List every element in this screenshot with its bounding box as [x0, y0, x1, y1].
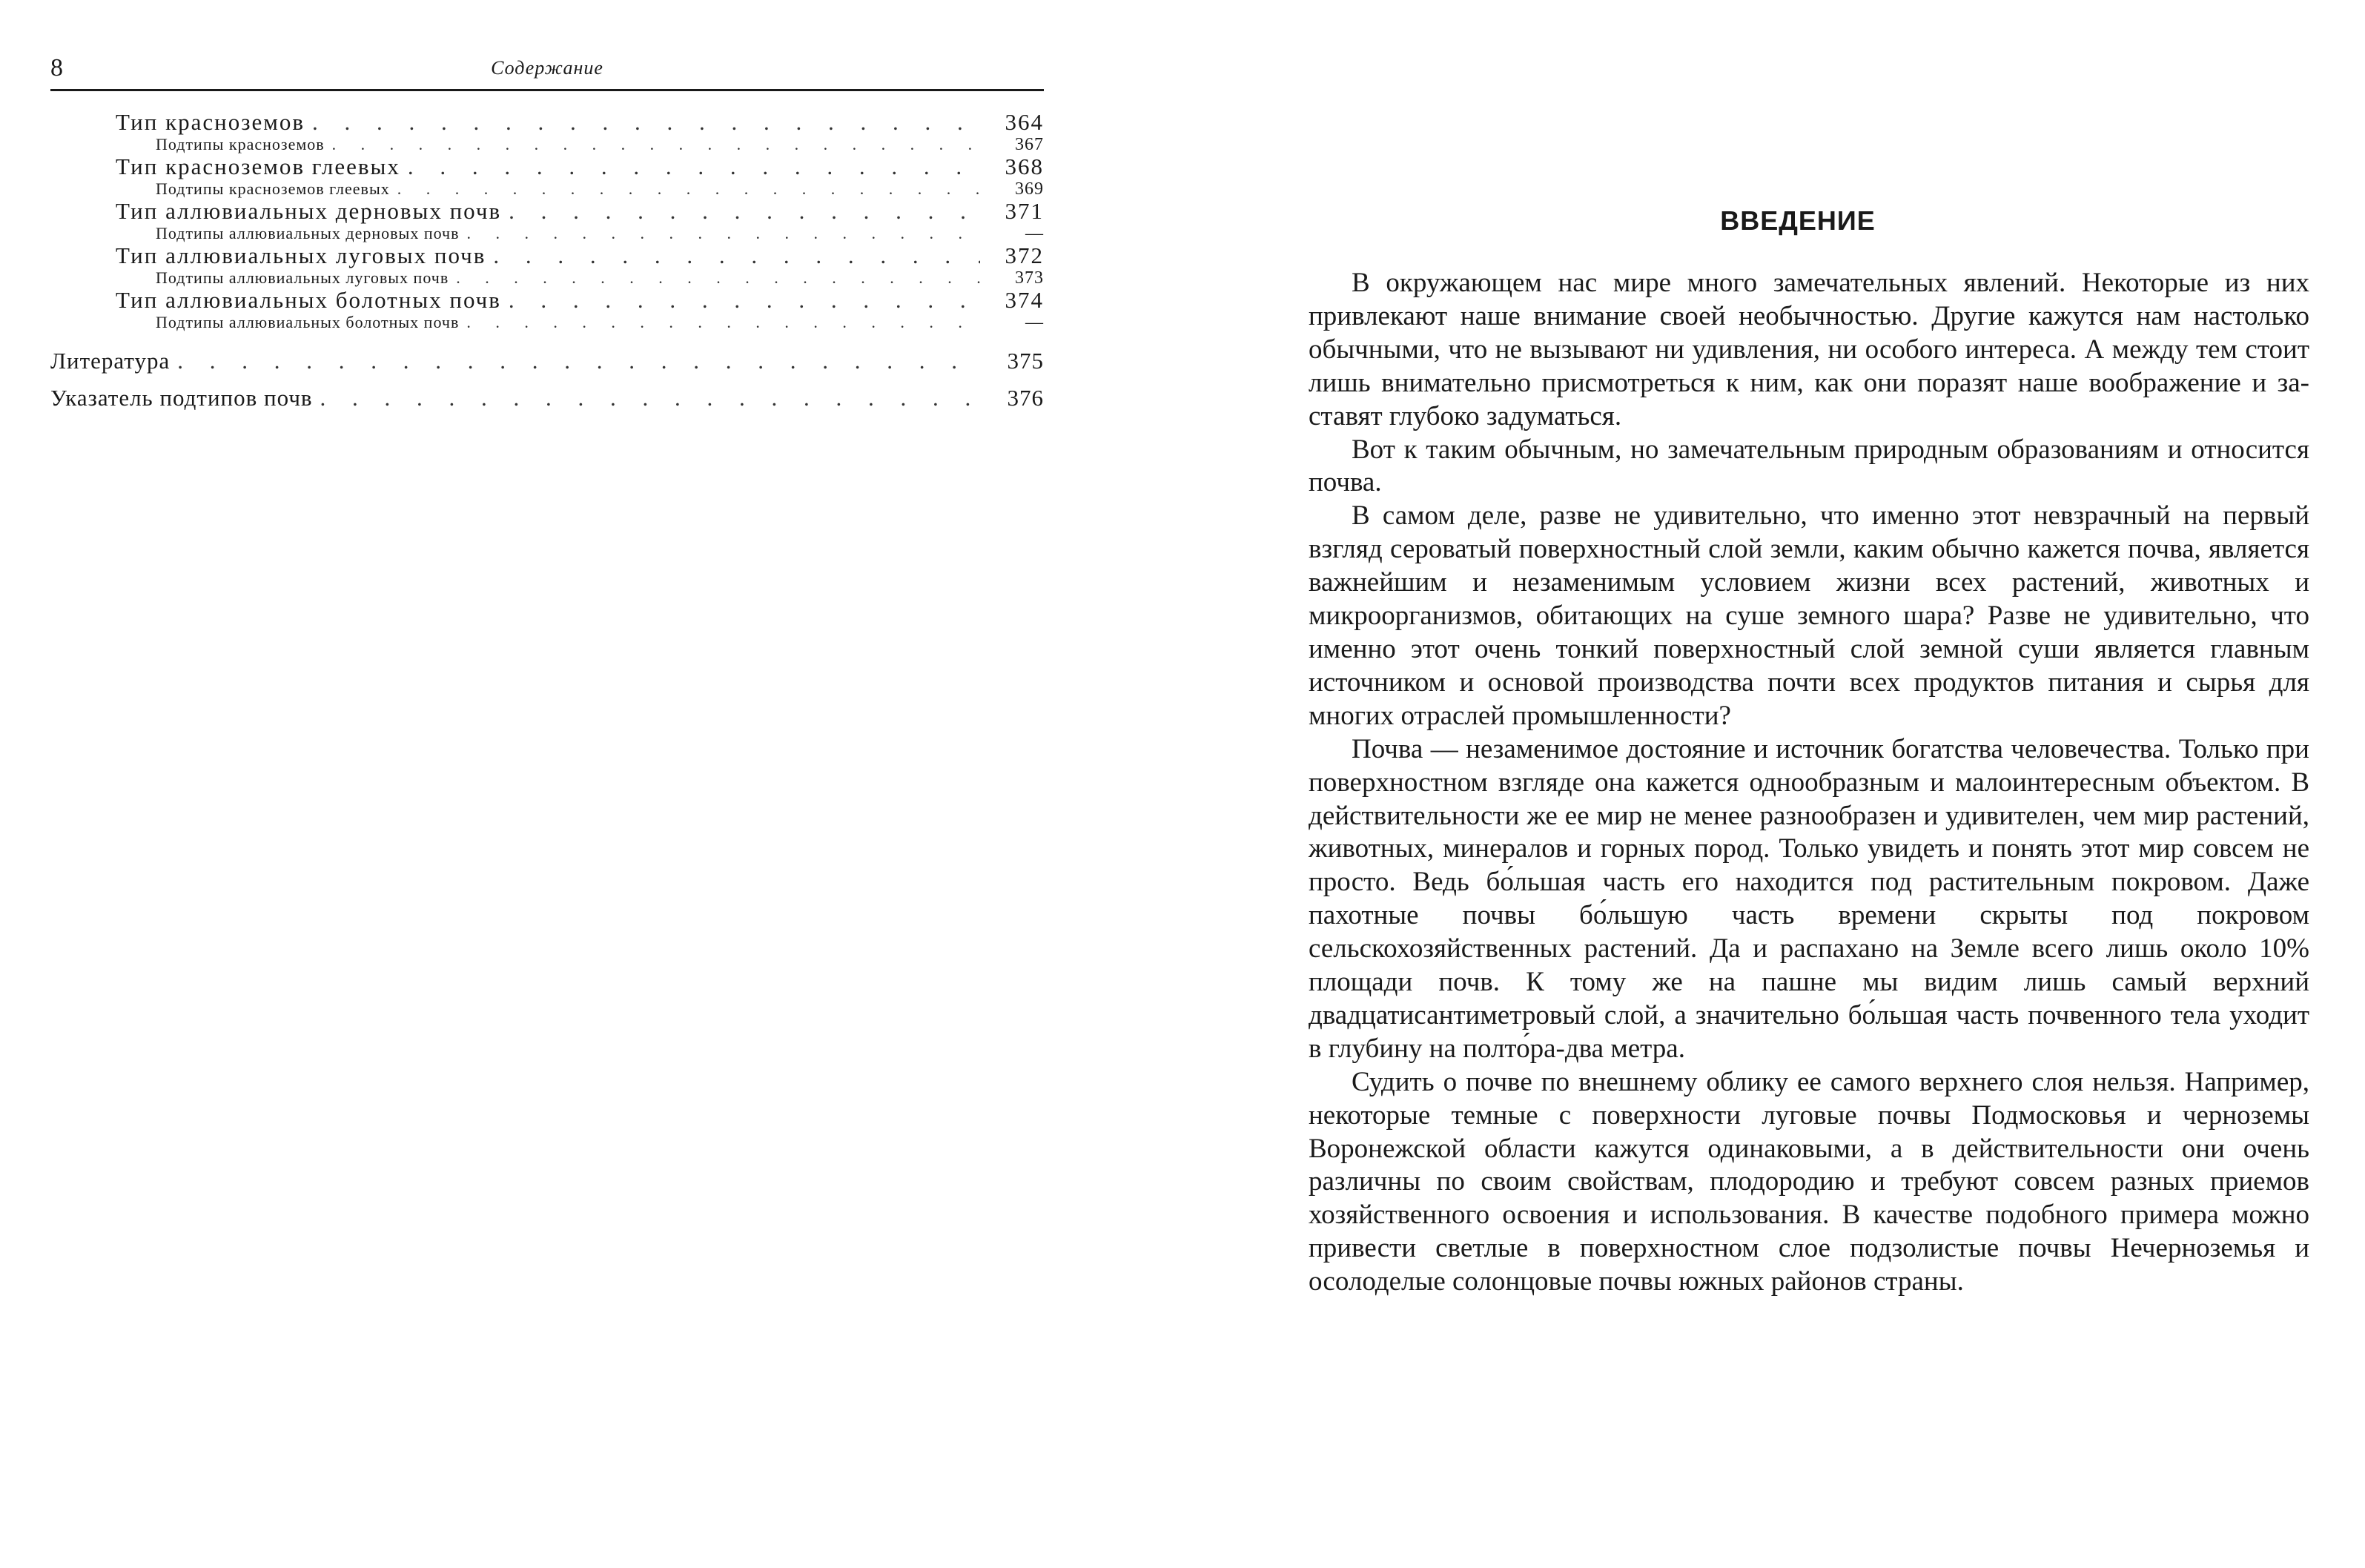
toc-leader-dots: [456, 267, 980, 289]
toc-entry-page: 367: [1015, 135, 1044, 154]
toc-entry-page: 375: [1007, 348, 1044, 374]
toc-entry-page: —: [1025, 224, 1044, 243]
toc-entry-label: Тип аллювиальных дерновых почв: [116, 198, 502, 224]
toc-leader-dots: [320, 380, 980, 417]
toc-entry: [50, 111, 1044, 133]
toc-subentry: [50, 311, 1044, 334]
toc-leader-dots: [177, 343, 980, 380]
toc-leader-dots: [408, 156, 980, 178]
toc-entry-label: Тип аллювиальных болотных почв: [116, 287, 501, 313]
toc-subentry: [50, 178, 1044, 200]
left-page: [0, 0, 1182, 1568]
toc-entry-label: Подтипы красноземов: [156, 135, 325, 153]
page-number: 8: [50, 54, 63, 82]
paragraph: В самом деле, разве не удивительно, что именно этот невзрачный на первый взгляд сероватый поверхностный слой земли, каким обычно кажется почва, является важнейшим и незаменимым условием жизни всех растений, животных и микроорганизмов, обитающих на суше земного шара? Разве не удивительно, что именно этот очень тонкий поверхностный слой земной суши является главным источником и основой производства почти всех продуктов питания и сырья для многих отраслей промышленности?: [1309, 500, 2309, 731]
running-header: [50, 53, 1044, 91]
toc-leader-dots: [312, 111, 980, 133]
toc-entry-label: Подтипы аллювиальных болотных почв: [156, 313, 460, 331]
toc-main-entry: [50, 380, 1044, 417]
table-of-contents: [50, 111, 1044, 417]
toc-entry: [50, 242, 1044, 268]
toc-leader-dots: [509, 200, 980, 222]
toc-subentry: [50, 222, 1044, 245]
toc-main-entry: [50, 343, 1044, 380]
paragraph: Судить о почве по внешнему облику ее самого верхнего слоя нельзя. Например, некоторые темные с поверхности луговые почвы Подмосковья и черноземы Воронежской области кажутся одинаковыми, а в действительности они очень различны по своим свойствам, плодородию и требуют совсем разных приемов хозяйственного освоения и использования. В качестве подобного примера можно привести светлые в поверхностном слое подзолистые почвы Нечерноземья и осолоделые солонцовые почвы южных районов страны.: [1309, 1066, 2309, 1297]
toc-entry-label: Тип красноземов глеевых: [116, 153, 400, 179]
running-title: Содержание: [491, 57, 603, 79]
toc-entry-label: Указатель подтипов почв: [50, 385, 313, 411]
toc-entry-page: 371: [1005, 198, 1044, 224]
toc-entry-label: Подтипы красноземов глеевых: [156, 179, 390, 198]
toc-entry-page: 373: [1015, 268, 1044, 288]
toc-entry-page: 368: [1005, 153, 1044, 179]
toc-entry-label: Тип красноземов: [116, 109, 305, 135]
toc-entry-page: 376: [1007, 385, 1044, 411]
toc-entry-label: Тип аллювиальных луговых почв: [116, 242, 486, 268]
toc-entry: [50, 289, 1044, 311]
toc-subentry: [50, 267, 1044, 289]
toc-entry-label: Подтипы аллювиальных дерновых почв: [156, 224, 460, 242]
toc-entry-page: 369: [1015, 179, 1044, 199]
paragraph: Почва — незаменимое достояние и источник богатства человечества. Только при поверхностном взгляде она кажется однообразным и малоинтересным объектом. В действительности же ее мир не менее разнообразен и удивителен, чем мир растений, животных, минералов и горных пород. Только увидеть и понять этот мир совсем не просто. Ведь бо́льшая часть его находится под растительным покровом. Даже пахотные почвы бо́льшую часть времени скрыты под покровом сельскохозяйственных растений. Да и распахано на Земле всего лишь около 10% площади почв. К тому же на пашне мы видим лишь самый верхний двадцатисантиметровый слой, а значительно бо́льшая часть почвенного тела уходит в глубину на полто́ра-два метра.: [1309, 733, 2309, 1064]
toc-leader-dots: [493, 245, 980, 267]
toc-subentry: [50, 133, 1044, 156]
toc-leader-dots: [466, 311, 980, 334]
body-text: [1309, 267, 2309, 1299]
toc-entry-page: 372: [1005, 242, 1044, 268]
toc-leader-dots: [466, 222, 980, 245]
toc-entry-page: 364: [1005, 109, 1044, 135]
toc-entry: [50, 153, 1044, 179]
paragraph: Вот к таким обычным, но замечательным природным образованиям и относится почва.: [1309, 434, 2309, 498]
toc-entry-label: Подтипы аллювиальных луговых почв: [156, 268, 449, 287]
paragraph: В окружающем нас мире много замечательных явлений. Некоторые из них привлекают наше внимание своей необычностью. Другие кажутся нам настолько обычными, что не вызывают ни удивления, ни особого интереса. А между тем стоит лишь внимательно присмотреться к ним, как они поразят наше воображение и заставят глубоко задуматься.: [1309, 268, 2309, 431]
toc-entry: [50, 200, 1044, 222]
toc-leader-dots: [397, 178, 980, 200]
toc-entry-page: —: [1025, 313, 1044, 332]
toc-leader-dots: [332, 133, 980, 156]
toc-leader-dots: [509, 289, 980, 311]
toc-entry-page: 374: [1005, 287, 1044, 313]
chapter-title: ВВЕДЕНИЕ: [1720, 205, 1876, 236]
toc-entry-label: Литература: [50, 348, 171, 374]
